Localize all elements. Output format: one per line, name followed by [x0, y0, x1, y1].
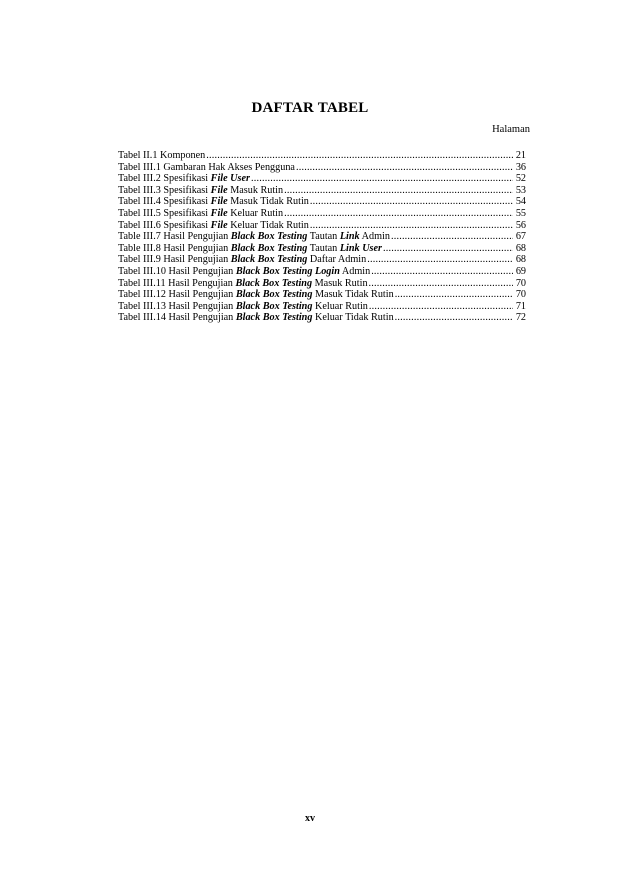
- toc-entry-title: [118, 196, 309, 208]
- dot-leader: [369, 278, 513, 290]
- toc-entry[interactable]: [118, 220, 526, 232]
- toc-entry-text: Tautan: [307, 231, 340, 243]
- toc-entry-text: Masuk Tidak Rutin: [312, 289, 394, 301]
- toc-entry-italic-term: File: [210, 207, 228, 219]
- toc-entry[interactable]: [118, 196, 526, 208]
- toc-entry-italic-term: File: [210, 184, 228, 196]
- dot-leader: [296, 162, 513, 174]
- toc-entry-text: Tabel III.11 Hasil Pengujian: [118, 277, 236, 289]
- toc-entry-page: 54: [515, 196, 526, 208]
- toc-entry-text: Tabel III.2 Spesifikasi: [118, 173, 211, 185]
- toc-entry-page: 67: [515, 231, 526, 243]
- toc-entry-page: 68: [515, 242, 526, 254]
- toc-entry[interactable]: [118, 301, 526, 313]
- dot-leader: [371, 266, 513, 278]
- dot-leader: [284, 208, 513, 220]
- toc-entry[interactable]: [118, 243, 526, 255]
- toc-entry-page: 21: [515, 150, 526, 161]
- toc-entry-text: Table III.7 Hasil Pengujian: [118, 231, 231, 243]
- toc-entry-title: [118, 301, 368, 313]
- toc-entry-text: Keluar Tidak Rutin: [312, 312, 394, 324]
- page-column-label: Halaman: [492, 124, 530, 135]
- toc-entry-italic-term: Black Box Testing: [230, 231, 308, 243]
- toc-entry-page: 68: [515, 254, 526, 266]
- toc-entry-text: Masuk Rutin: [227, 184, 284, 196]
- toc-entry-page: 71: [515, 300, 526, 312]
- toc-entry-page: 69: [515, 265, 526, 277]
- toc-entry-title: [118, 278, 368, 290]
- toc-entry-text: Tabel III.10 Hasil Pengujian: [118, 265, 236, 277]
- dot-leader: [206, 150, 513, 162]
- table-list: [118, 150, 526, 324]
- toc-entry-italic-term: Black Box Testing: [235, 312, 313, 324]
- toc-entry-title: [118, 243, 382, 255]
- toc-entry-text: Tabel III.14 Hasil Pengujian: [118, 312, 236, 324]
- toc-entry-title: [118, 289, 394, 301]
- toc-entry-page: 52: [515, 173, 526, 185]
- dot-leader: [395, 312, 513, 324]
- page-number: xv: [305, 813, 315, 824]
- toc-entry-title: [118, 220, 309, 232]
- toc-entry-italic-term: Black Box Testing: [230, 242, 308, 254]
- toc-entry[interactable]: [118, 231, 526, 243]
- dot-leader: [310, 196, 513, 208]
- dot-leader: [383, 243, 513, 255]
- dot-leader: [369, 301, 513, 313]
- dot-leader: [310, 220, 513, 232]
- toc-entry-text: Table III.8 Hasil Pengujian: [118, 242, 231, 254]
- toc-entry-title: [118, 231, 390, 243]
- page-title: DAFTAR TABEL: [251, 100, 369, 117]
- toc-entry-page: 55: [515, 207, 526, 219]
- toc-entry-text: Tabel III.9 Hasil Pengujian: [118, 254, 231, 266]
- toc-entry-italic-term: Black Box Testing: [235, 289, 313, 301]
- toc-entry-title: [118, 162, 295, 174]
- toc-entry-title: [118, 185, 283, 197]
- toc-entry-text: Keluar Rutin: [227, 207, 284, 219]
- toc-entry-text: Masuk Tidak Rutin: [227, 196, 309, 208]
- toc-entry-title: [118, 266, 370, 278]
- toc-entry-title: [118, 312, 394, 324]
- toc-entry-text: Admin: [359, 231, 390, 243]
- toc-entry-page: 56: [515, 219, 526, 231]
- toc-entry-text: Tabel III.5 Spesifikasi: [118, 207, 211, 219]
- toc-entry-page: 53: [515, 184, 526, 196]
- toc-entry[interactable]: [118, 173, 526, 185]
- toc-entry-text: Keluar Rutin: [312, 300, 368, 312]
- dot-leader: [367, 254, 513, 266]
- toc-entry-text: Daftar Admin: [307, 254, 367, 266]
- toc-entry-title: [118, 173, 250, 185]
- toc-entry-text: Tabel III.4 Spesifikasi: [118, 196, 211, 208]
- toc-entry-italic-term: File: [210, 196, 228, 208]
- toc-entry[interactable]: [118, 278, 526, 290]
- dot-leader: [251, 173, 513, 185]
- toc-entry[interactable]: [118, 266, 526, 278]
- toc-entry-italic-term: Link User: [339, 242, 382, 254]
- toc-entry-text: Tabel III.3 Spesifikasi: [118, 184, 211, 196]
- toc-entry[interactable]: [118, 289, 526, 301]
- toc-entry-title: [118, 208, 283, 220]
- dot-leader: [391, 231, 513, 243]
- toc-entry-text: Tautan: [307, 242, 340, 254]
- toc-entry-italic-term: Black Box Testing: [235, 300, 313, 312]
- toc-entry-italic-term: File User: [210, 173, 250, 185]
- toc-entry-italic-term: File: [210, 219, 228, 231]
- dot-leader: [395, 289, 513, 301]
- toc-entry-text: Masuk Rutin: [312, 277, 368, 289]
- toc-entry-page: 70: [515, 289, 526, 301]
- toc-entry-title: [118, 254, 366, 266]
- toc-entry[interactable]: [118, 254, 526, 266]
- toc-entry-italic-term: Black Box Testing: [235, 277, 313, 289]
- toc-entry[interactable]: [118, 185, 526, 197]
- toc-entry[interactable]: [118, 150, 526, 162]
- toc-entry[interactable]: [118, 162, 526, 174]
- toc-entry-page: 70: [515, 277, 526, 289]
- dot-leader: [284, 185, 513, 197]
- toc-entry-text: Tabel III.12 Hasil Pengujian: [118, 289, 236, 301]
- toc-entry-page: 36: [515, 161, 526, 173]
- toc-entry-text: Tabel III.1 Gambaran Hak Akses Pengguna: [118, 161, 295, 173]
- toc-entry-page: 72: [515, 312, 526, 324]
- toc-entry-text: Tabel II.1 Komponen: [118, 150, 206, 161]
- toc-entry-text: Tabel III.13 Hasil Pengujian: [118, 300, 236, 312]
- toc-entry-text: Tabel III.6 Spesifikasi: [118, 219, 211, 231]
- toc-entry-italic-term: Link: [339, 231, 360, 243]
- toc-entry[interactable]: [118, 312, 526, 324]
- toc-entry-title: [118, 150, 205, 162]
- toc-entry-italic-term: Black Box Testing Login: [235, 265, 340, 277]
- toc-entry-italic-term: Black Box Testing: [230, 254, 308, 266]
- toc-entry-text: Keluar Tidak Rutin: [227, 219, 309, 231]
- toc-entry[interactable]: [118, 208, 526, 220]
- toc-entry-text: Admin: [339, 265, 371, 277]
